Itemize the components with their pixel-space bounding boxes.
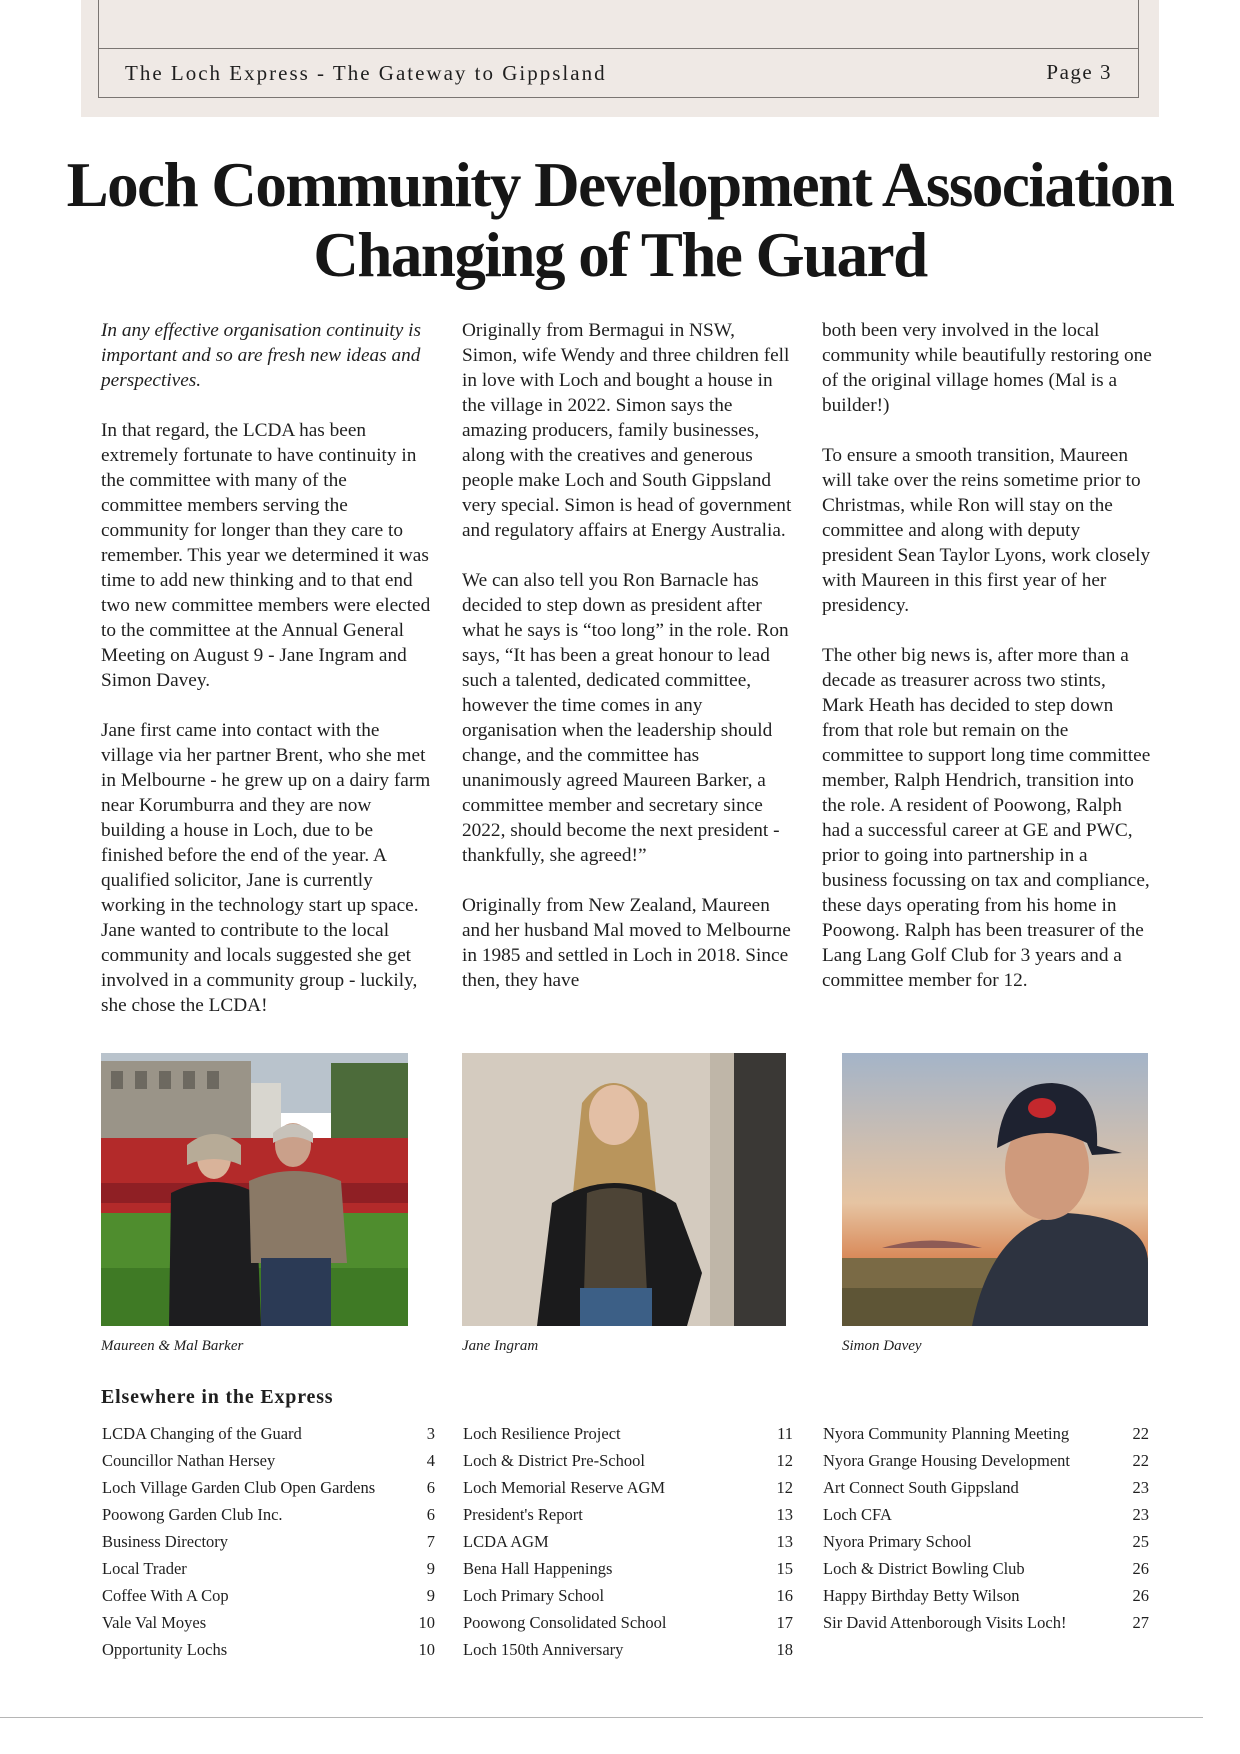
article-paragraph: Jane first came into contact with the village via her partner Brent, who she met in Melbourne - he grew up on a dairy farm near Korumburra and they are now building a house in Loch, due to be finished before the end of the year. A qualified solicitor, Jane is currently working in the technology start up space. Jane wanted to contribute to the local community and locals suggested she get involved in a community group - luckily, she chose the LCDA! — [101, 720, 431, 1016]
toc-entry-page: 6 — [426, 1505, 435, 1524]
toc-entry-title: Opportunity Lochs — [102, 1640, 228, 1659]
toc-entry[interactable] — [823, 1555, 1149, 1582]
article-paragraph: Originally from New Zealand, Maureen and her husband Mal moved to Melbourne in 1985 and settled in Loch in 2018. Since then, they have — [462, 895, 791, 991]
page-number: Page 3 — [1046, 60, 1112, 84]
toc-entry-page: 22 — [1132, 1424, 1149, 1443]
toc-entry[interactable] — [102, 1582, 435, 1609]
toc-entry-page: 23 — [1132, 1505, 1149, 1524]
toc-entry[interactable] — [463, 1474, 793, 1501]
toc-entry[interactable] — [823, 1609, 1149, 1636]
toc-entry-page: 4 — [426, 1451, 435, 1470]
article-paragraph: Originally from Bermagui in NSW, Simon, wife Wendy and three children fell in love with Loch and bought a house in the village in 2022. Simon says the amazing producers, family businesses, along with the creatives and generous people make Loch and South Gippsland very special. Simon is head of government and regulatory affairs at Energy Australia. — [462, 320, 792, 541]
masthead-frame — [98, 0, 1139, 98]
toc-entry[interactable] — [463, 1636, 793, 1663]
toc-entry-title: Poowong Garden Club Inc. — [102, 1505, 283, 1524]
toc-entry[interactable] — [102, 1636, 435, 1663]
toc-entry-page: 25 — [1132, 1532, 1149, 1551]
toc-entry-page: 9 — [426, 1586, 435, 1605]
toc-entry-page: 27 — [1132, 1613, 1149, 1632]
article-column-3 — [822, 318, 1152, 1018]
headline-line-2: Changing of The Guard — [313, 220, 927, 290]
toc-entry-title: Loch & District Bowling Club — [823, 1559, 1025, 1578]
toc-entry-page: 15 — [776, 1559, 793, 1578]
footer-divider — [0, 1717, 1203, 1718]
toc-entry-page: 10 — [418, 1613, 435, 1632]
couple-photo-icon — [101, 1053, 408, 1326]
toc-entry[interactable] — [463, 1528, 793, 1555]
toc-entry-title: Loch 150th Anniversary — [463, 1640, 624, 1659]
toc-entry-title: Bena Hall Happenings — [463, 1559, 613, 1578]
headline-line-1: Loch Community Development Association — [66, 150, 1174, 220]
article-paragraph: both been very involved in the local community while beautifully restoring one of the original village homes (Mal is a builder!) — [822, 320, 1152, 416]
toc-entry-title: Happy Birthday Betty Wilson — [823, 1586, 1020, 1605]
toc-entry-page: 6 — [426, 1478, 435, 1497]
publication-title: The Loch Express - The Gateway to Gippsland — [125, 61, 607, 85]
photo-simon-davey — [842, 1053, 1148, 1326]
toc-entry-title: Vale Val Moyes — [102, 1613, 207, 1632]
toc-entry-title: Nyora Community Planning Meeting — [823, 1424, 1070, 1443]
article-intro: In any effective organisation continuity is important and so are fresh new ideas and perspectives. — [101, 320, 422, 391]
toc-entry[interactable] — [463, 1555, 793, 1582]
photo-caption: Simon Davey — [842, 1338, 922, 1354]
toc-entry-page: 18 — [776, 1640, 793, 1659]
portrait-photo-icon — [842, 1053, 1148, 1326]
toc-entry-title: Local Trader — [102, 1559, 187, 1578]
toc-entry-title: Art Connect South Gippsland — [823, 1478, 1019, 1497]
toc-entry[interactable] — [102, 1420, 435, 1447]
toc-entry-page: 12 — [776, 1451, 793, 1470]
toc-entry-title: Poowong Consolidated School — [463, 1613, 667, 1632]
toc-entry-title: President's Report — [463, 1505, 583, 1524]
toc-entry-title: Loch CFA — [823, 1505, 892, 1524]
toc-entry[interactable] — [823, 1474, 1149, 1501]
portrait-photo-icon — [462, 1053, 786, 1326]
toc-entry[interactable] — [102, 1555, 435, 1582]
toc-entry-title: Coffee With A Cop — [102, 1586, 229, 1605]
toc-entry-title: Nyora Grange Housing Development — [823, 1451, 1070, 1470]
toc-entry[interactable] — [823, 1582, 1149, 1609]
toc-entry-page: 26 — [1132, 1586, 1149, 1605]
toc-entry[interactable] — [102, 1528, 435, 1555]
toc-entry-page: 17 — [776, 1613, 793, 1632]
toc-entry[interactable] — [102, 1447, 435, 1474]
toc-entry-page: 10 — [418, 1640, 435, 1659]
toc-entry[interactable] — [463, 1609, 793, 1636]
masthead-divider — [99, 48, 1138, 49]
toc-entry-title: Sir David Attenborough Visits Loch! — [823, 1613, 1067, 1632]
article-paragraph: We can also tell you Ron Barnacle has decided to step down as president after what he says is “too long” in the role. Ron says, “It has been a great honour to lead such a talented, dedicated committee, however the time comes in any organisation when the leadership should change, and the committee has unanimously agreed Maureen Barker, a committee member and secretary since 2022, should become the next president - thankfully, she agreed!” — [462, 570, 789, 866]
toc-entry-title: Loch & District Pre-School — [463, 1451, 645, 1470]
toc-entry-title: LCDA AGM — [463, 1532, 549, 1551]
toc-column-3 — [823, 1420, 1149, 1636]
toc-entry-title: Loch Memorial Reserve AGM — [463, 1478, 666, 1497]
toc-entry-page: 23 — [1132, 1478, 1149, 1497]
toc-entry[interactable] — [463, 1420, 793, 1447]
toc-entry-page: 9 — [426, 1559, 435, 1578]
toc-entry-title: Business Directory — [102, 1532, 229, 1551]
toc-entry[interactable] — [823, 1420, 1149, 1447]
toc-entry[interactable] — [102, 1609, 435, 1636]
masthead — [81, 0, 1159, 117]
toc-entry[interactable] — [463, 1447, 793, 1474]
toc-column-1 — [102, 1420, 435, 1663]
toc-entry-title: Councillor Nathan Hersey — [102, 1451, 276, 1470]
toc-entry-page: 22 — [1132, 1451, 1149, 1470]
article-paragraph: In that regard, the LCDA has been extremely fortunate to have continuity in the committee with many of the committee members serving the community for longer than they care to remember. This year we determined it was time to add new thinking and to that end two new committee members were elected to the committee at the Annual General Meeting on August 9 - Jane Ingram and Simon Davey. — [101, 420, 431, 691]
photo-maureen-mal-barker — [101, 1053, 408, 1326]
toc-entry-page: 13 — [776, 1532, 793, 1551]
toc-entry[interactable] — [463, 1501, 793, 1528]
toc-entry[interactable] — [823, 1528, 1149, 1555]
toc-entry[interactable] — [823, 1501, 1149, 1528]
toc-heading: Elsewhere in the Express — [101, 1386, 334, 1408]
toc-entry-title: Loch Resilience Project — [463, 1424, 621, 1443]
toc-entry-page: 12 — [776, 1478, 793, 1497]
toc-entry-page: 16 — [776, 1586, 793, 1605]
toc-entry-page: 13 — [776, 1505, 793, 1524]
toc-entry-title: Loch Primary School — [463, 1586, 605, 1605]
photo-jane-ingram — [462, 1053, 786, 1326]
article-paragraph: To ensure a smooth transition, Maureen will take over the reins sometime prior to Christmas, while Ron will stay on the committee and along with deputy president Sean Taylor Lyons, work closely with Maureen in this first year of her presidency. — [822, 445, 1151, 616]
article-headline — [60, 150, 1180, 290]
toc-entry[interactable] — [823, 1447, 1149, 1474]
toc-entry-title: Nyora Primary School — [823, 1532, 972, 1551]
toc-entry-page: 26 — [1132, 1559, 1149, 1578]
article-column-1 — [101, 318, 431, 1043]
toc-entry-page: 11 — [777, 1424, 793, 1443]
article-column-2 — [462, 318, 792, 1018]
toc-entry-title: LCDA Changing of the Guard — [102, 1424, 302, 1443]
toc-entry-page: 3 — [426, 1424, 435, 1443]
toc-entry[interactable] — [102, 1501, 435, 1528]
toc-column-2 — [463, 1420, 793, 1663]
article-paragraph: The other big news is, after more than a decade as treasurer across two stints, Mark Heath has decided to step down from that role but remain on the committee to support long time committee member, Ralph Hendrich, transition into the role. A resident of Poowong, Ralph had a successful career at GE and PWC, prior to going into partnership in a business focussing on tax and compliance, these days operating from his home in Poowong. Ralph has been treasurer of the Lang Lang Golf Club for 3 years and a committee member for 12. — [822, 645, 1151, 991]
toc-entry-title: Loch Village Garden Club Open Gardens — [102, 1478, 376, 1497]
toc-entry-page: 7 — [426, 1532, 435, 1551]
toc-entry[interactable] — [102, 1474, 435, 1501]
photo-caption: Jane Ingram — [462, 1338, 539, 1354]
toc-entry[interactable] — [463, 1582, 793, 1609]
photo-caption: Maureen & Mal Barker — [101, 1338, 244, 1354]
